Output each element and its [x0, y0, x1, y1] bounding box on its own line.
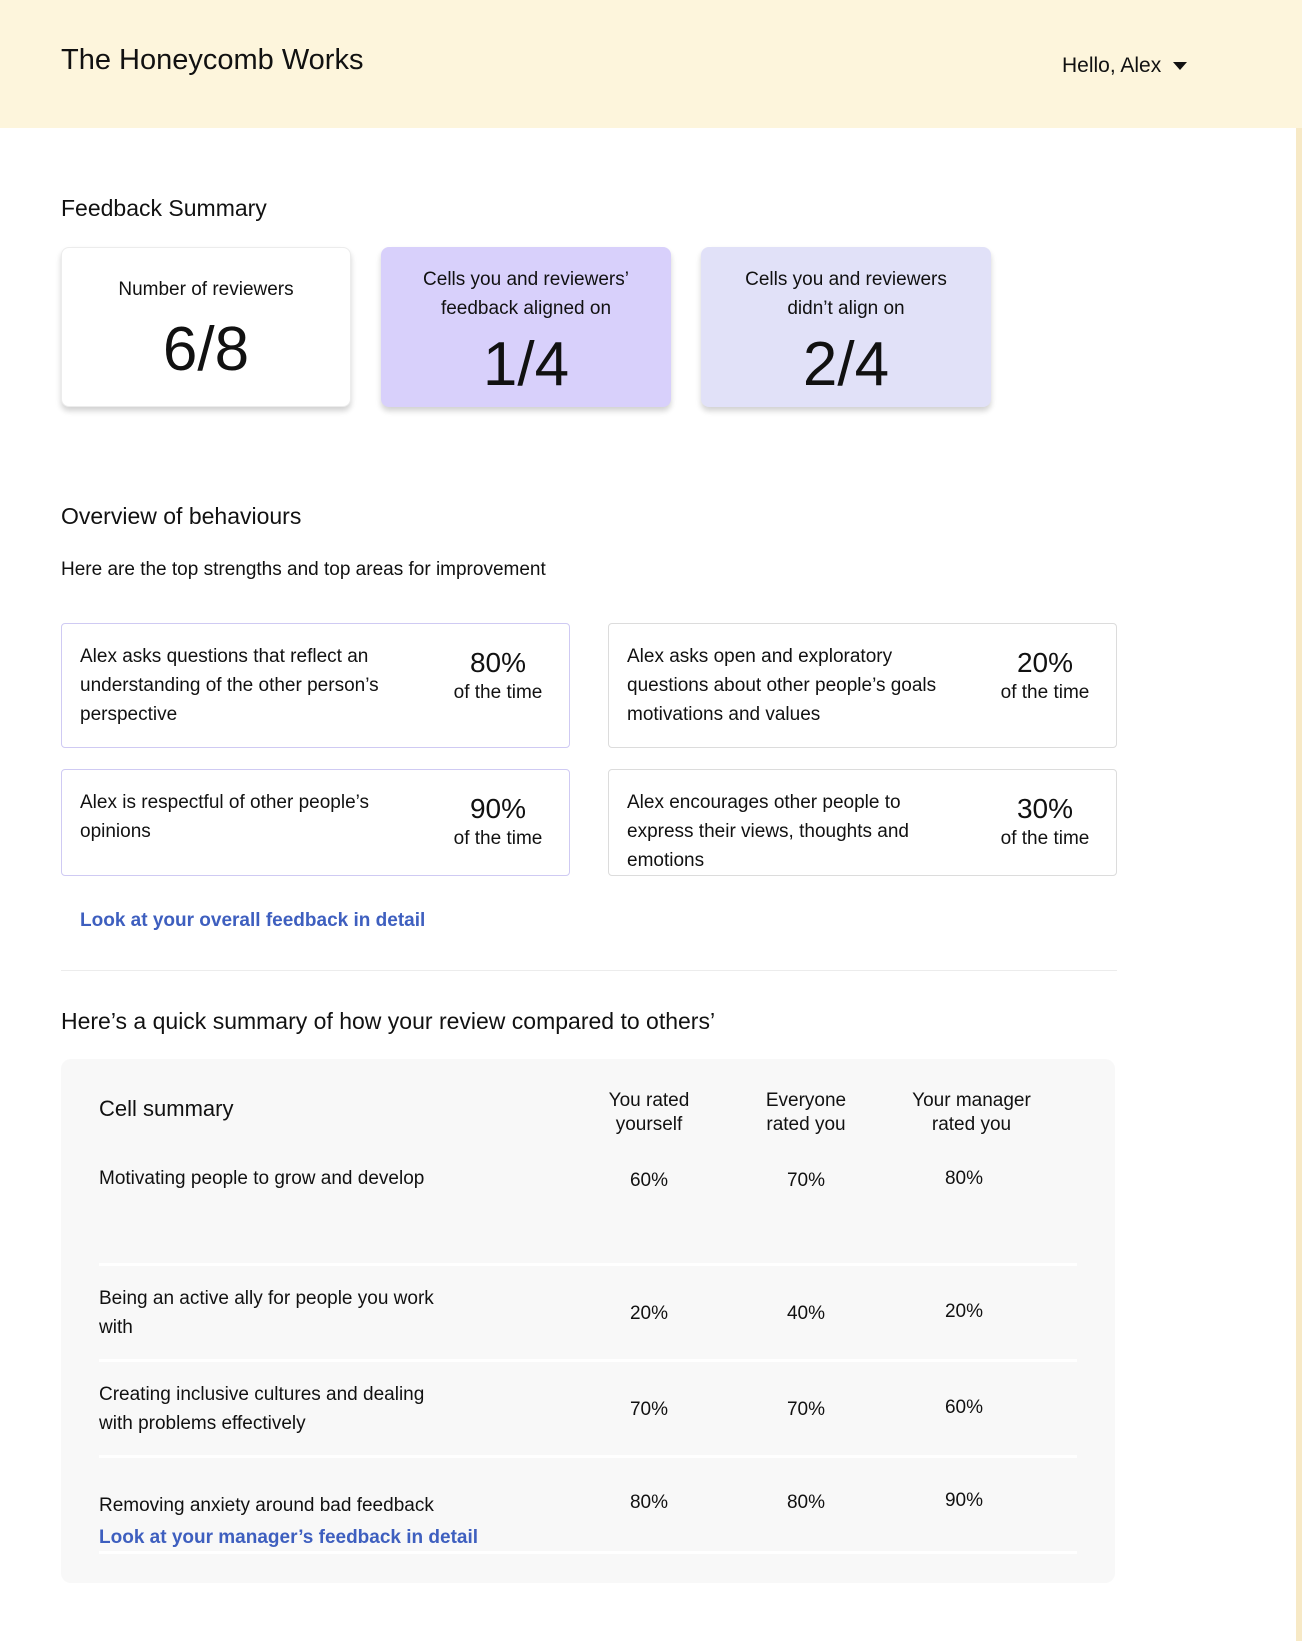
behaviour-percent: 90% — [469, 793, 527, 824]
column-header-manager — [904, 1089, 1039, 1137]
column-header-you — [594, 1089, 704, 1137]
behaviour-suffix: of the time — [453, 682, 543, 703]
row-you-value: 70% — [629, 1399, 669, 1420]
row-everyone-value: 40% — [786, 1303, 826, 1324]
brand-name: The Honeycomb Works — [61, 44, 364, 76]
top-header — [0, 0, 1302, 128]
improvement-card — [608, 769, 1117, 876]
chevron-down-icon — [1173, 62, 1187, 70]
card-value: 6/8 — [162, 315, 250, 384]
row-manager-value: 60% — [944, 1397, 984, 1418]
row-manager-value: 80% — [944, 1168, 984, 1189]
header-line: You rated — [608, 1090, 690, 1111]
row-label: Being an active ally for people you work with — [99, 1288, 434, 1338]
behaviour-text: Alex is respectful of other people’s opinions — [80, 792, 370, 842]
header-line: Your manager — [912, 1090, 1031, 1111]
overview-subtitle: Here are the top strengths and top areas for improvement — [61, 559, 546, 580]
strength-card — [61, 769, 570, 876]
card-value: 2/4 — [802, 330, 890, 399]
column-header-cell: Cell summary — [99, 1096, 234, 1121]
behaviour-suffix: of the time — [1000, 682, 1090, 703]
overview-title: Overview of behaviours — [61, 503, 302, 529]
card-label — [381, 265, 671, 323]
behaviour-score — [990, 792, 1100, 852]
comparison-table — [61, 1059, 1115, 1583]
card-label-line: didn’t align on — [787, 298, 905, 319]
behaviour-text: Alex asks questions that reflect an understanding of the other person’s perspective — [80, 646, 379, 725]
table-row — [99, 1154, 1077, 1266]
behaviour-percent: 20% — [1016, 647, 1074, 678]
card-label: Number of reviewers — [118, 279, 294, 300]
behaviour-text: Alex encourages other people to express their views, thoughts and emotions — [627, 792, 909, 871]
feedback-summary-title: Feedback Summary — [61, 195, 267, 221]
row-everyone-value: 70% — [786, 1170, 826, 1191]
row-everyone-value: 70% — [786, 1399, 826, 1420]
behaviour-text: Alex asks open and exploratory questions about other people’s goals motivations and values — [627, 646, 937, 725]
user-greeting: Hello, Alex — [1062, 54, 1162, 77]
table-row — [99, 1362, 1077, 1458]
header-line: rated you — [931, 1114, 1012, 1135]
header-line: rated you — [766, 1114, 846, 1135]
row-you-value: 60% — [629, 1170, 669, 1191]
section-divider — [61, 970, 1117, 971]
behaviour-percent: 30% — [1016, 793, 1074, 824]
manager-feedback-link[interactable]: Look at your manager’s feedback in detail — [99, 1527, 479, 1548]
table-row — [99, 1266, 1077, 1362]
not-aligned-cells-card — [701, 247, 991, 407]
user-menu[interactable] — [1062, 54, 1187, 78]
reviewers-count-card — [61, 247, 351, 407]
header-line: Everyone — [765, 1090, 847, 1111]
behaviour-score — [443, 646, 553, 706]
page-edge — [1296, 128, 1302, 1641]
card-label — [701, 265, 991, 323]
behaviour-score — [443, 792, 553, 852]
comparison-title: Here’s a quick summary of how your review compared to others’ — [61, 1008, 716, 1034]
strength-card — [61, 623, 570, 748]
row-manager-value: 90% — [944, 1490, 984, 1511]
card-value: 1/4 — [482, 330, 570, 399]
behaviour-score — [990, 646, 1100, 706]
row-label: Removing anxiety around bad feedback — [99, 1495, 434, 1516]
row-label: Creating inclusive cultures and dealing with problems effectively — [99, 1384, 425, 1434]
behaviour-percent: 80% — [469, 647, 527, 678]
behaviour-suffix: of the time — [453, 828, 543, 849]
row-you-value: 20% — [629, 1303, 669, 1324]
row-manager-value: 20% — [944, 1301, 984, 1322]
behaviour-suffix: of the time — [1000, 828, 1090, 849]
card-label-line: feedback aligned on — [440, 298, 612, 319]
header-line: yourself — [615, 1114, 683, 1135]
row-everyone-value: 80% — [786, 1492, 826, 1513]
overall-feedback-link[interactable]: Look at your overall feedback in detail — [80, 910, 426, 931]
aligned-cells-card — [381, 247, 671, 407]
row-you-value: 80% — [629, 1492, 669, 1513]
card-label-line: Cells you and reviewers’ — [423, 269, 629, 290]
row-label: Motivating people to grow and develop — [99, 1168, 425, 1189]
improvement-card — [608, 623, 1117, 748]
column-header-everyone — [751, 1089, 861, 1137]
card-label-line: Cells you and reviewers — [745, 269, 947, 290]
